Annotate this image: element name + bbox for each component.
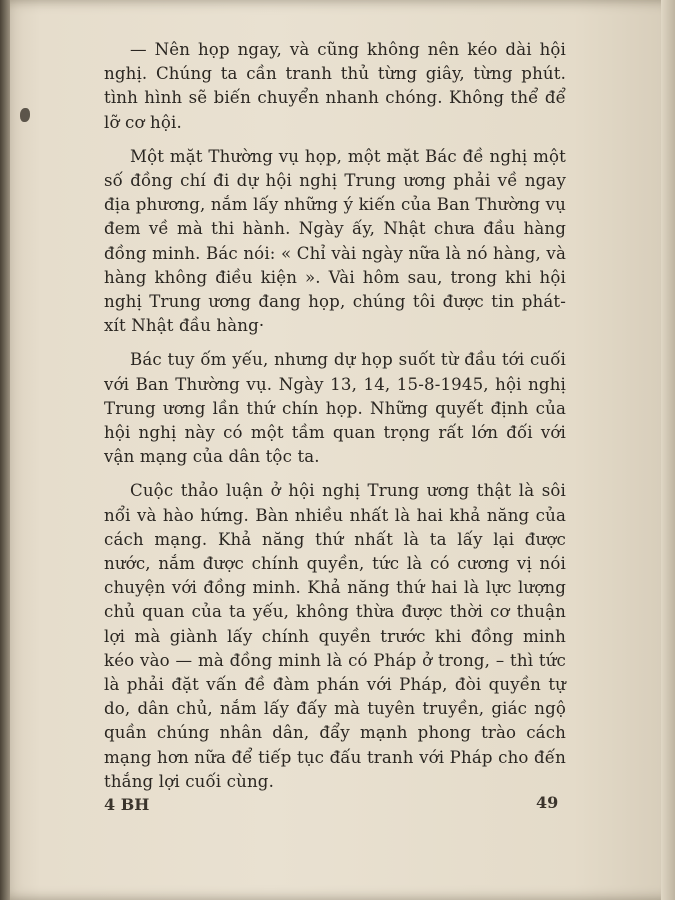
ink-spot bbox=[20, 108, 30, 122]
paragraph-4: Cuộc thảo luận ở hội nghị Trung ương thật là sôi nổi và hào hứng. Bàn nhiều nhất là hai khả năng của cách mạng. Khả năng thứ nhất là ta lấy lại được nước, nắm được chính quyền, tức là có cương vị nói chuyện với đồng minh. Khả năng thứ hai là lực lượng chủ quan của ta yếu, không thừa được thời cơ thuận lợi mà giành lấy chính quyền trước khi đồng minh kéo vào — mà đồng minh là có Pháp ở trong, – thì tức là phải đặt vấn đề đàm phán với Pháp, đòi quyền tự do, dân chủ, nắm lấy đấy mà tuyên truyền, giác ngộ quần chúng nhân dân, đẩy mạnh phong trào cách mạng hơn nữa để tiếp tục đấu tranh với Pháp cho đến thắng lợi cuối cùng. bbox=[104, 481, 566, 791]
paragraph-2: Một mặt Thường vụ họp, một mặt Bác đề nghị một số đồng chí đi dự hội nghị Trung ương phải về ngay địa phương, nắm lấy những ý kiến của Ban Thường vụ đem về mà thi hành. Ngày ấy, Nhật chưa đầu hàng đồng minh. Bác nói: « Chỉ vài ngày nữa là nó hàng, và hàng không điều kiện ». Vài hôm sau, trong khi hội nghị Trung ương đang họp, chúng tôi được tin phát-xít Nhật đầu hàng· bbox=[104, 146, 566, 336]
page-edge bbox=[661, 0, 675, 900]
book-spine-shadow bbox=[0, 0, 10, 900]
paragraph-1: — Nên họp ngay, và cũng không nên kéo dài hội nghị. Chúng ta cần tranh thủ từng giây, từng phút. tình hình sẽ biến chuyển nhanh chóng. Không thể để lỡ cơ hội. bbox=[104, 40, 566, 132]
paragraph-3: Bác tuy ốm yếu, nhưng dự họp suốt từ đầu tới cuối với Ban Thường vụ. Ngày 13, 14, 15-8-1945, hội nghị Trung ương lần thứ chín họp. Những quyết định của hội nghị này có một tầm quan trọng rất lớn đối với vận mạng của dân tộc ta. bbox=[104, 350, 566, 467]
page-number: 49 bbox=[536, 793, 559, 812]
body-text bbox=[104, 38, 566, 804]
signature-mark: 4 BH bbox=[104, 795, 150, 814]
